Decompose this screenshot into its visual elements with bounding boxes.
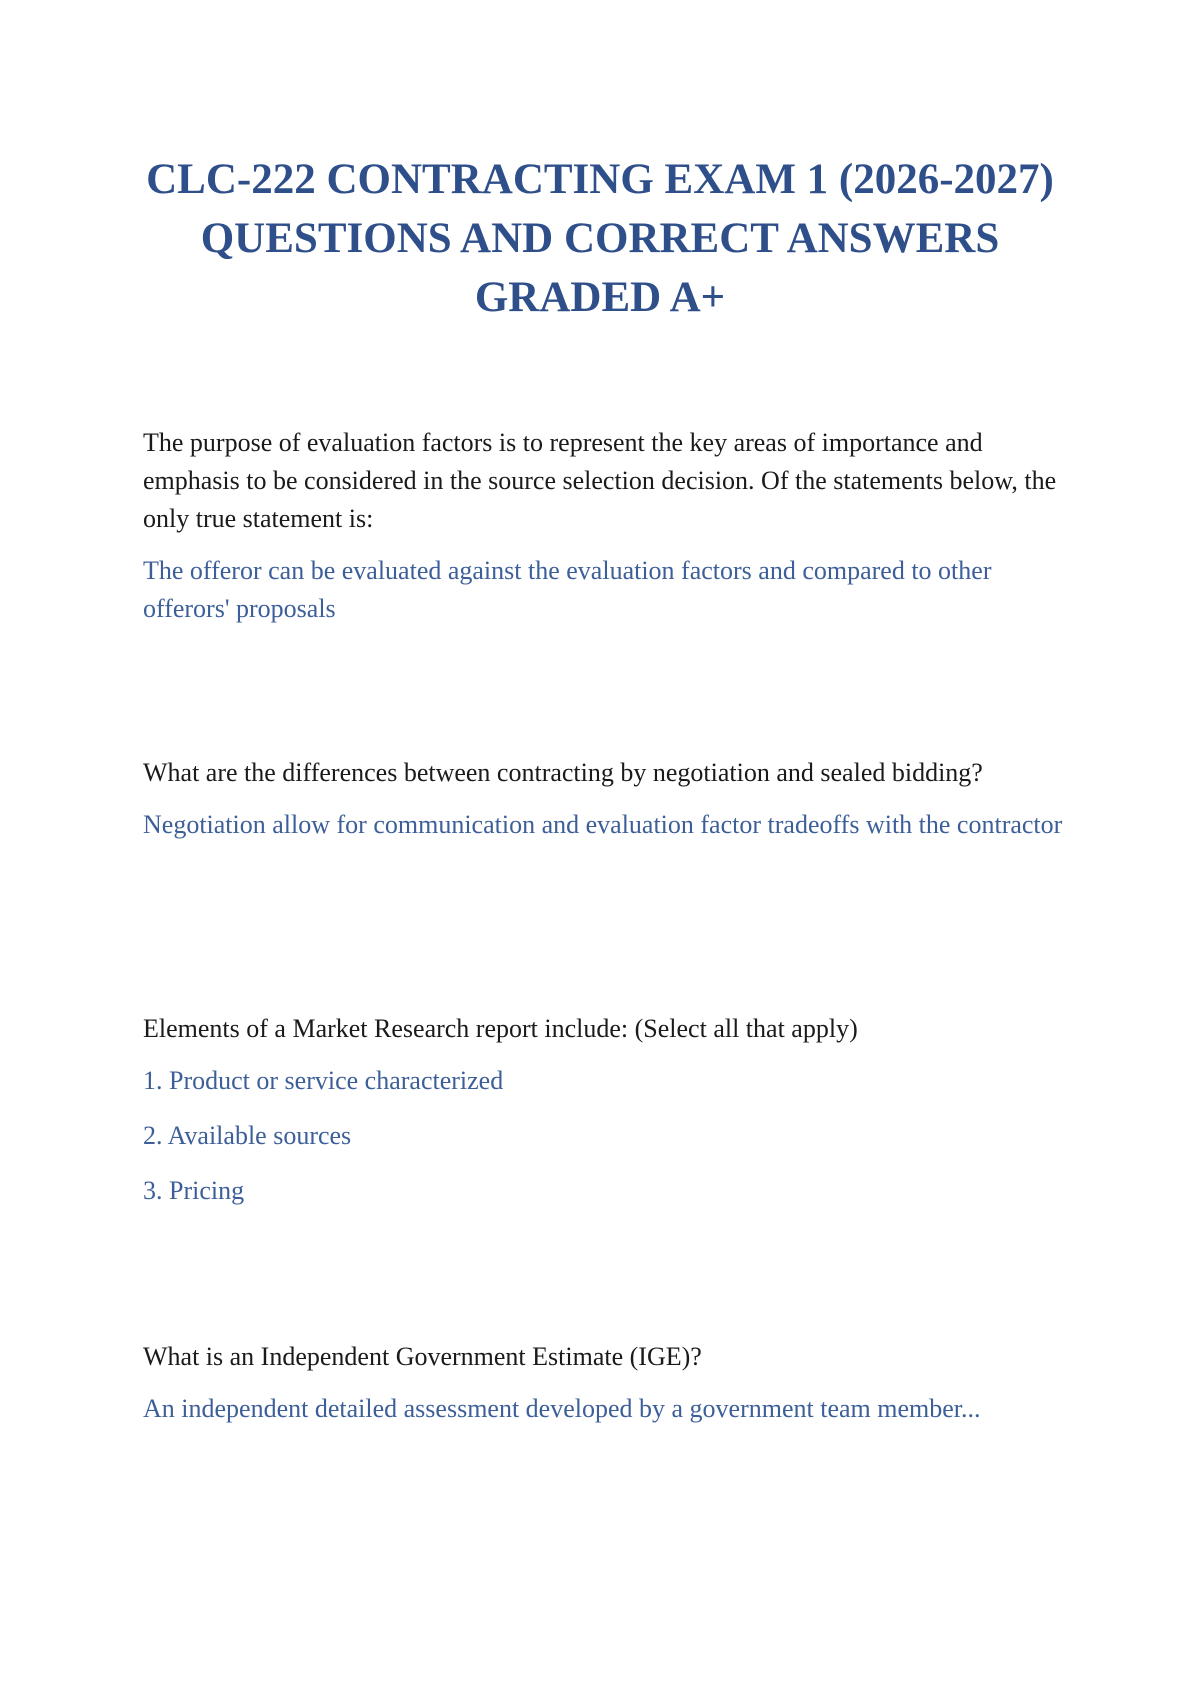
answer-list-item: 2. Available sources — [143, 1121, 352, 1150]
question-text: What are the differences between contracting by negotiation and sealed bidding? — [143, 758, 983, 787]
question-text: What is an Independent Government Estimate (IGE)? — [143, 1342, 702, 1371]
qa-block — [143, 1338, 1063, 1428]
answer-text: Negotiation allow for communication and evaluation factor tradeoffs with the contractor — [143, 810, 1063, 839]
title-line: CLC-222 CONTRACTING EXAM 1 (2026-2027) — [146, 156, 1054, 203]
answer-list-item: 1. Product or service characterized — [143, 1066, 504, 1095]
question-text: Elements of a Market Research report include: (Select all that apply) — [143, 1014, 858, 1043]
title-line: QUESTIONS AND CORRECT ANSWERS — [200, 215, 1000, 262]
answer-list — [143, 1062, 1063, 1210]
title-line: GRADED A+ — [474, 274, 726, 321]
qa-block — [143, 424, 1063, 628]
answer-text: An independent detailed assessment developed by a government team member... — [143, 1394, 981, 1423]
question-text: The purpose of evaluation factors is to represent the key areas of importance and emphasis to be considered in the source selection decision. Of the statements below, the only true statement is: — [143, 428, 1057, 533]
qa-block — [143, 754, 1063, 844]
answer-list-item: 3. Pricing — [143, 1176, 245, 1205]
document-title — [100, 150, 1100, 327]
answer-text: The offeror can be evaluated against the evaluation factors and compared to other offerors' proposals — [143, 556, 992, 623]
qa-block — [143, 1010, 1063, 1227]
